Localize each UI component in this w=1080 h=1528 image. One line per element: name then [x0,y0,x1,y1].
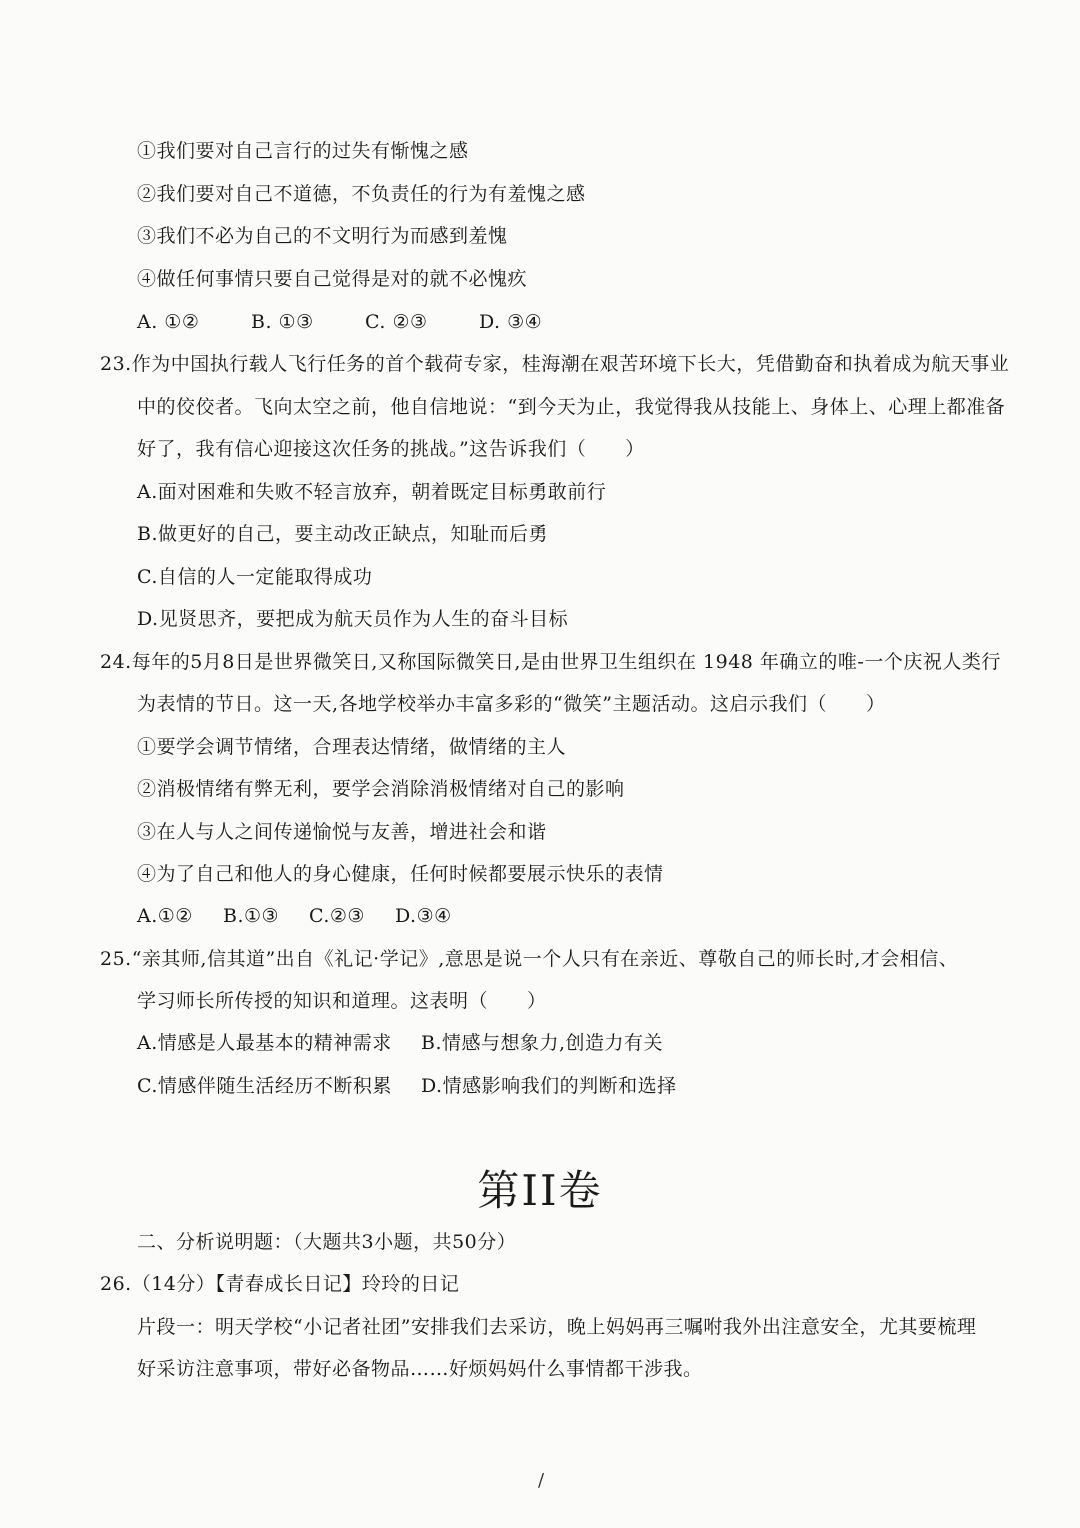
q24-option-a: A.①② [137,905,193,927]
q25-stem-line-2: 学习师长所传授的知识和道理。这表明（ ） [137,990,547,1012]
q24-option-c: C.②③ [309,905,365,927]
q24-statement-4: ④为了自己和他人的身心健康，任何时候都要展示快乐的表情 [137,863,664,885]
q25-stem-line-1: 25.“亲其师,信其道”出自《礼记·学记》,意思是说一个人只有在亲近、尊敬自己的师长时,才会相信、 [100,948,959,970]
q22-option-b: B. ①③ [251,311,314,333]
section-heading: 二、分析说明题：（大题共3小题，共50分） [137,1231,517,1253]
q24-option-d: D.③④ [395,905,452,927]
q24-statement-2: ②消极情绪有弊无利，要学会消除消极情绪对自己的影响 [137,778,625,800]
part-two-title: 第II卷 [477,1166,603,1215]
q24-statement-1: ①要学会调节情绪，合理表达情绪，做情绪的主人 [137,736,567,758]
q22-options [137,309,542,335]
q25-options-row-1 [137,1030,663,1056]
q23-option-b: B.做更好的自己，要主动改正缺点，知耻而后勇 [137,523,549,545]
q26-heading: 26.（14分）【青春成长日记】玲玲的日记 [100,1273,460,1295]
q22-option-a: A. ①② [137,311,200,333]
q25-options-row-2 [137,1073,677,1099]
q22-option-c: C. ②③ [365,311,428,333]
q24-option-b: B.①③ [223,905,280,927]
q24-stem-line-1: 24.每年的5月8日是世界微笑日,又称国际微笑日,是由世界卫生组织在 1948 年确立的唯-一个庆祝人类行 [100,651,1001,673]
q22-statement-4: ④做任何事情只要自己觉得是对的就不必愧疚 [137,268,528,290]
q23-stem-line-3: 好了，我有信心迎接这次任务的挑战。”这告诉我们（ ） [137,438,645,460]
q22-statement-3: ③我们不必为自己的不文明行为而感到羞愧 [137,225,508,247]
q25-option-a: A.情感是人最基本的精神需求 [137,1032,392,1054]
q22-option-d: D. ③④ [479,311,543,333]
q23-stem-line-1: 23.作为中国执行载人飞行任务的首个载荷专家，桂海潮在艰苦环境下长大，凭借勤奋和执着成为航天事业 [100,353,1010,375]
q24-stem-line-2: 为表情的节日。这一天,各地学校举办丰富多彩的“微笑”主题活动。这启示我们（ ） [137,693,886,715]
page-number: / [538,1470,545,1491]
q24-options [137,903,452,929]
q23-option-a: A.面对困难和失败不轻言放弃，朝着既定目标勇敢前行 [137,481,607,503]
q23-option-c: C.自信的人一定能取得成功 [137,566,373,588]
q23-option-d: D.见贤思齐，要把成为航天员作为人生的奋斗目标 [137,608,569,630]
q25-option-b: B.情感与想象力,创造力有关 [421,1032,664,1054]
q26-text-line-1: 片段一：明天学校“小记者社团”安排我们去采访，晚上妈妈再三嘱咐我外出注意安全，尤其要梳理 [137,1316,977,1338]
q22-statement-2: ②我们要对自己不道德，不负责任的行为有羞愧之感 [137,183,586,205]
q25-option-d: D.情感影响我们的判断和选择 [421,1075,677,1097]
q24-statement-3: ③在人与人之间传递愉悦与友善，增进社会和谐 [137,821,547,843]
q25-option-c: C.情感伴随生活经历不断积累 [137,1075,392,1097]
q26-text-line-2: 好采访注意事项，带好必备物品……好烦妈妈什么事情都干涉我。 [137,1358,703,1380]
q22-statement-1: ①我们要对自己言行的过失有惭愧之感 [137,140,469,162]
q23-stem-line-2: 中的佼佼者。飞向太空之前，他自信地说：“到今天为止，我觉得我从技能上、身体上、心理上都准备 [137,396,1006,418]
